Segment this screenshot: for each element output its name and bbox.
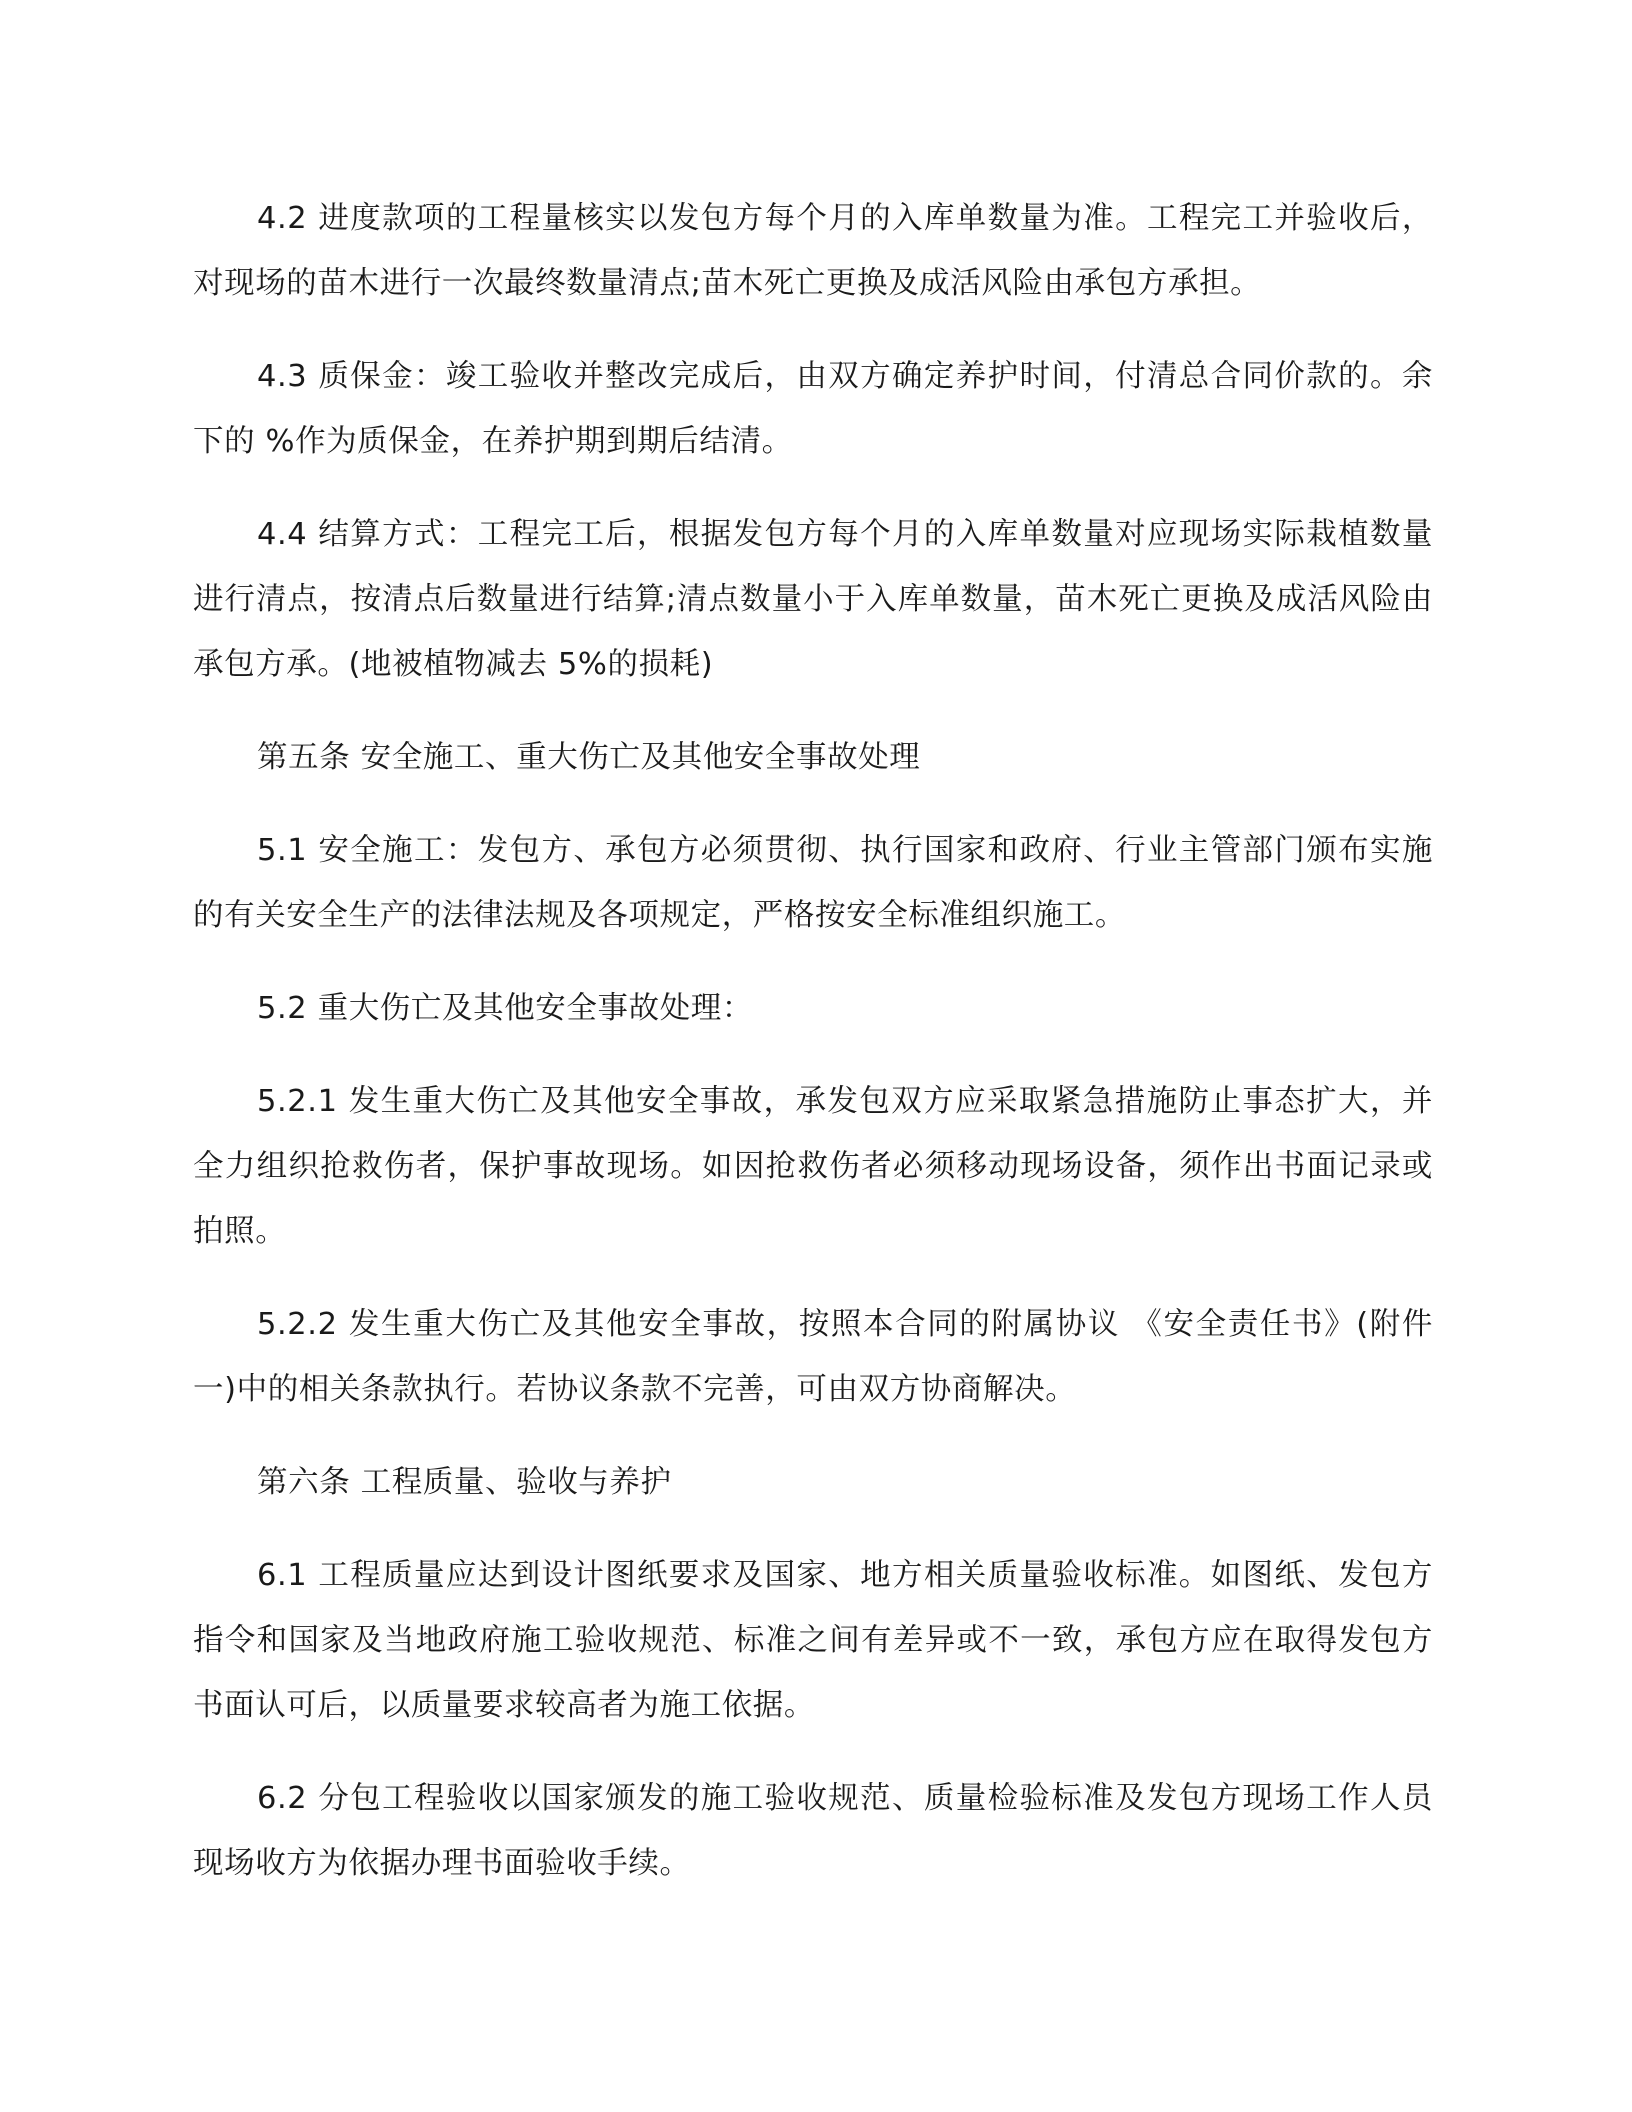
- paragraph-6-2: 6.2 分包工程验收以国家颁发的施工验收规范、质量检验标准及发包方现场工作人员现场收方为依据办理书面验收手续。: [193, 1781, 1433, 1881]
- paragraph-5-2-1: 5.2.1 发生重大伤亡及其他安全事故，承发包双方应采取紧急措施防止事态扩大，并全力组织抢救伤者，保护事故现场。如因抢救伤者必须移动现场设备，须作出书面记录或拍照。: [193, 1084, 1433, 1249]
- section-heading-article-5: 第五条 安全施工、重大伤亡及其他安全事故处理: [257, 740, 921, 775]
- paragraph-5-2-2: 5.2.2 发生重大伤亡及其他安全事故，按照本合同的附属协议 《安全责任书》(附件一)中的相关条款执行。若协议条款不完善，可由双方协商解决。: [193, 1307, 1433, 1407]
- section-heading-article-6: 第六条 工程质量、验收与养护: [257, 1465, 672, 1500]
- paragraph-5-2: 5.2 重大伤亡及其他安全事故处理：: [257, 991, 753, 1026]
- paragraph-4-2: 4.2 进度款项的工程量核实以发包方每个月的入库单数量为准。工程完工并验收后，对现场的苗木进行一次最终数量清点;苗木死亡更换及成活风险由承包方承担。: [193, 201, 1433, 301]
- document-body: [193, 186, 1433, 1924]
- paragraph-4-4: 4.4 结算方式：工程完工后，根据发包方每个月的入库单数量对应现场实际栽植数量进行清点，按清点后数量进行结算;清点数量小于入库单数量，苗木死亡更换及成活风险由承包方承。(地被植物减去 5%的损耗): [193, 517, 1433, 682]
- paragraph-4-3: 4.3 质保金：竣工验收并整改完成后，由双方确定养护时间，付清总合同价款的。余下的 %作为质保金，在养护期到期后结清。: [193, 359, 1433, 459]
- paragraph-6-1: 6.1 工程质量应达到设计图纸要求及国家、地方相关质量验收标准。如图纸、发包方指令和国家及当地政府施工验收规范、标准之间有差异或不一致，承包方应在取得发包方书面认可后，以质量要求较高者为施工依据。: [193, 1558, 1433, 1723]
- paragraph-5-1: 5.1 安全施工：发包方、承包方必须贯彻、执行国家和政府、行业主管部门颁布实施的有关安全生产的法律法规及各项规定，严格按安全标准组织施工。: [193, 833, 1433, 933]
